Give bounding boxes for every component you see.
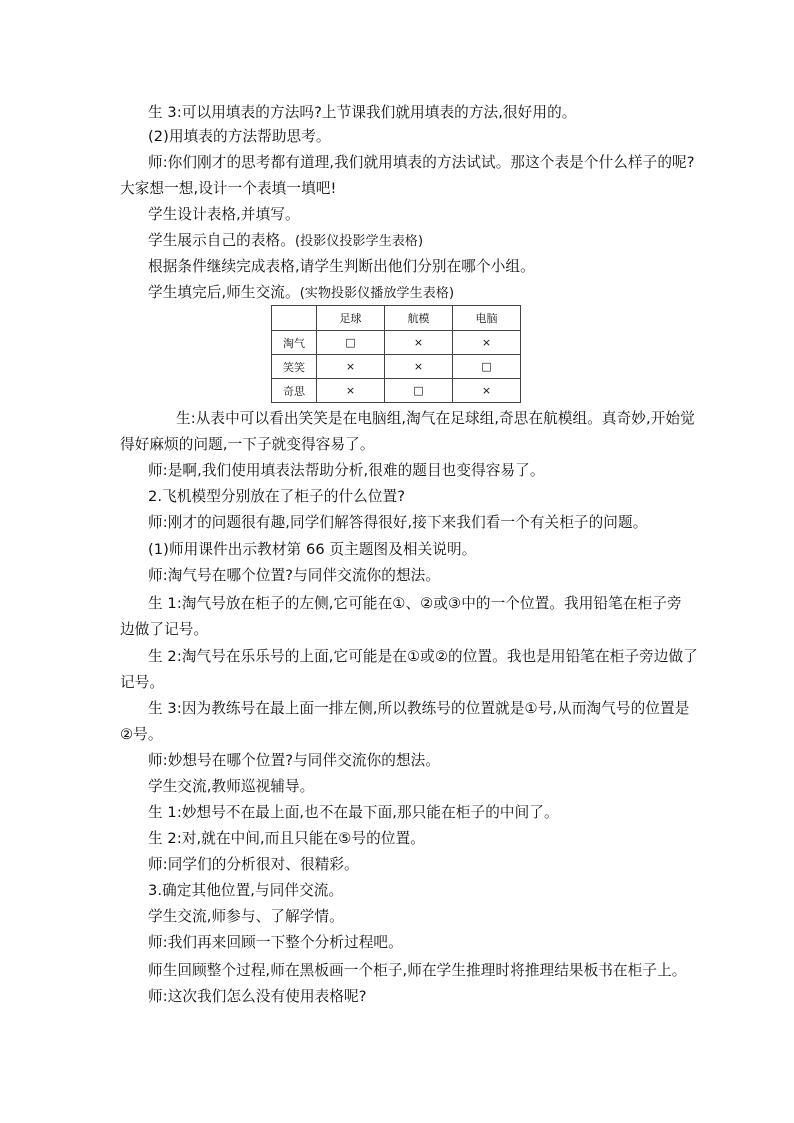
row-label: 奇思	[272, 379, 317, 403]
paragraph: ②号。	[120, 726, 163, 743]
table-cell: ×	[453, 379, 521, 403]
paragraph: 生:从表中可以看出笑笑是在电脑组,淘气在足球组,奇思在航模组。真奇妙,开始觉	[176, 410, 695, 427]
row-label: 淘气	[272, 331, 317, 355]
paragraph: 记号。	[120, 674, 165, 691]
table-row	[272, 355, 521, 379]
paragraph: 师:你们刚才的思考都有道理,我们就用填表的方法试试。那这个表是个什么样子的呢?	[148, 154, 695, 171]
paragraph: 生 2:对,就在中间,而且只能在⑤号的位置。	[148, 830, 425, 847]
paragraph: 根据条件继续完成表格,请学生判断出他们分别在哪个小组。	[148, 258, 535, 275]
table-header-cell: 电脑	[453, 306, 521, 331]
table-row	[272, 331, 521, 355]
row-label: 笑笑	[272, 355, 317, 379]
table-cell: □	[317, 331, 385, 355]
paragraph: 学生交流,教师巡视辅导。	[148, 778, 315, 795]
paragraph: 大家想一想,设计一个表填一填吧!	[120, 180, 337, 197]
paragraph-text: 学生展示自己的表格。	[148, 232, 295, 249]
paragraph	[148, 232, 423, 251]
section-heading: 2.飞机模型分别放在了柜子的什么位置?	[148, 488, 406, 505]
paragraph: (2)用填表的方法帮助思考。	[148, 128, 331, 145]
paragraph: 师:妙想号在哪个位置?与同伴交流你的想法。	[148, 752, 441, 769]
paragraph: 生 3:因为教练号在最上面一排左侧,所以教练号的位置就是①号,从而淘气号的位置是	[148, 700, 690, 717]
table-header-cell: 足球	[317, 306, 385, 331]
paragraph	[148, 284, 454, 303]
paragraph: (1)师用课件出示教材第 66 页主题图及相关说明。	[148, 541, 477, 558]
paragraph: 边做了记号。	[120, 621, 209, 638]
table-row	[272, 379, 521, 403]
paragraph: 师:同学们的分析很对、很精彩。	[148, 856, 359, 873]
paragraph-note: (实物投影仪播放学生表格)	[299, 286, 455, 301]
table-cell: □	[385, 379, 453, 403]
paragraph: 师:这次我们怎么没有使用表格呢?	[148, 988, 367, 1005]
table-cell: ×	[453, 331, 521, 355]
paragraph: 生 2:淘气号在乐乐号的上面,它可能是在①或②的位置。我也是用铅笔在柜子旁边做了	[148, 648, 698, 665]
paragraph: 得好麻烦的问题,一下子就变得容易了。	[120, 436, 375, 453]
paragraph: 生 1:淘气号放在柜子的左侧,它可能在①、②或③中的一个位置。我用铅笔在柜子旁	[148, 595, 682, 612]
table-cell: ×	[317, 379, 385, 403]
paragraph: 学生交流,师参与、了解学情。	[148, 908, 344, 925]
paragraph: 师:是啊,我们使用填表法帮助分析,很难的题目也变得容易了。	[148, 462, 545, 479]
group-assignment-table	[271, 305, 521, 403]
paragraph-text: 学生填完后,师生交流。	[148, 284, 300, 301]
paragraph: 师:淘气号在哪个位置?与同伴交流你的想法。	[148, 567, 441, 584]
paragraph: 师生回顾整个过程,师在黑板画一个柜子,师在学生推理时将推理结果板书在柜子上。	[148, 962, 687, 979]
table-header-cell	[272, 306, 317, 331]
paragraph: 生 3:可以用填表的方法吗?上节课我们就用填表的方法,很好用的。	[148, 104, 577, 121]
paragraph: 师:刚才的问题很有趣,同学们解答得很好,接下来我们看一个有关柜子的问题。	[148, 514, 648, 531]
table-cell: ×	[317, 355, 385, 379]
table-header-row	[272, 306, 521, 331]
paragraph: 生 1:妙想号不在最上面,也不在最下面,那只能在柜子的中间了。	[148, 804, 559, 821]
paragraph-note: (投影仪投影学生表格)	[294, 234, 424, 249]
table-cell: ×	[385, 331, 453, 355]
table-header-cell: 航模	[385, 306, 453, 331]
table-cell: □	[453, 355, 521, 379]
table-cell: ×	[385, 355, 453, 379]
paragraph: 学生设计表格,并填写。	[148, 206, 300, 223]
paragraph: 师:我们再来回顾一下整个分析过程吧。	[148, 934, 403, 951]
section-heading: 3.确定其他位置,与同伴交流。	[148, 882, 344, 899]
